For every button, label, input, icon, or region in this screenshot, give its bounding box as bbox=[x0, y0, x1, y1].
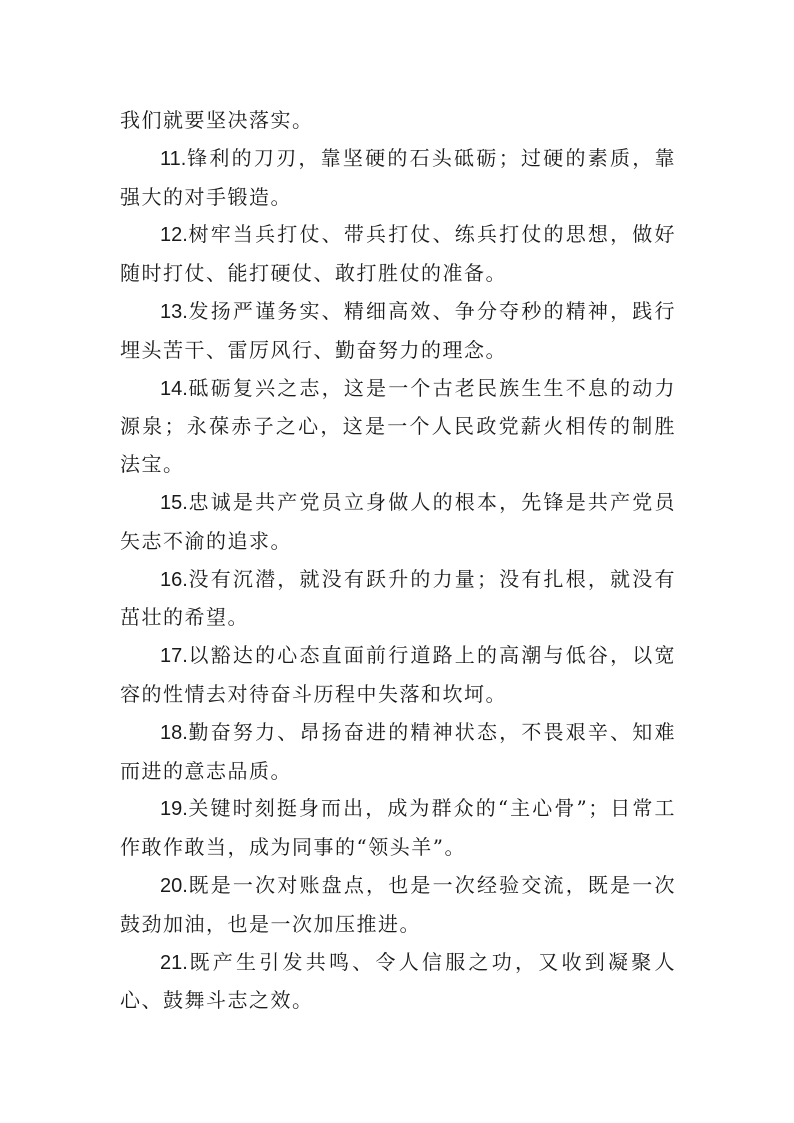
list-item bbox=[120, 293, 676, 370]
item-number: 20. bbox=[160, 874, 188, 897]
list-item bbox=[120, 867, 676, 944]
continuation-paragraph: 我们就要坚决落实。 bbox=[120, 108, 314, 132]
item-text: 发扬严谨务实、精细高效、争分夺秒的精神，践行埋头苦干、雷厉风行、勤奋努力的理念。 bbox=[120, 298, 676, 362]
item-text: 树牢当兵打仗、带兵打仗、练兵打仗的思想，做好随时打仗、能打硬仗、敢打胜仗的准备。 bbox=[120, 222, 676, 286]
item-number: 21. bbox=[160, 951, 188, 974]
item-text: 以豁达的心态直面前行道路上的高潮与低谷，以宽容的性情去对待奋斗历程中失落和坎坷。 bbox=[120, 643, 676, 706]
list-item bbox=[120, 370, 676, 484]
item-number: 19. bbox=[160, 798, 188, 821]
list-item bbox=[120, 637, 676, 714]
list-item bbox=[120, 714, 676, 791]
document-body bbox=[120, 102, 676, 1020]
item-number: 11. bbox=[160, 147, 187, 170]
item-number: 12. bbox=[160, 224, 188, 247]
item-number: 14. bbox=[160, 377, 188, 400]
item-number: 15. bbox=[160, 491, 188, 514]
item-text: 勤奋努力、昂扬奋进的精神状态，不畏艰辛、知难而进的意志品质。 bbox=[120, 719, 676, 783]
list-item bbox=[120, 484, 676, 561]
item-number: 17. bbox=[160, 645, 188, 668]
list-item bbox=[120, 561, 676, 638]
item-number: 16. bbox=[160, 568, 188, 591]
list-item bbox=[120, 140, 676, 217]
item-text: 既是一次对账盘点，也是一次经验交流，既是一次鼓劲加油，也是一次加压推进。 bbox=[120, 872, 676, 936]
item-text: 忠诚是共产党员立身做人的根本，先锋是共产党员矢志不渝的追求。 bbox=[120, 489, 676, 553]
item-text: 既产生引发共鸣、令人信服之功，又收到凝聚人心、鼓舞斗志之效。 bbox=[120, 949, 676, 1013]
item-text: 锋利的刀刃，靠坚硬的石头砥砺；过硬的素质，靠强大的对手锻造。 bbox=[120, 145, 676, 209]
item-text: 砥砺复兴之志，这是一个古老民族生生不息的动力源泉；永葆赤子之心，这是一个人民政党薪火相传的制胜法宝。 bbox=[120, 375, 676, 477]
item-text: 关键时刻挺身而出，成为群众的“主心骨”；日常工作敢作敢当，成为同事的“领头羊”。 bbox=[120, 796, 676, 860]
item-text: 没有沉潜，就没有跃升的力量；没有扎根，就没有茁壮的希望。 bbox=[120, 566, 676, 630]
list-item bbox=[120, 216, 676, 293]
list-item bbox=[120, 790, 676, 867]
list-item bbox=[120, 944, 676, 1021]
item-number: 18. bbox=[160, 721, 188, 744]
item-number: 13. bbox=[160, 300, 188, 323]
